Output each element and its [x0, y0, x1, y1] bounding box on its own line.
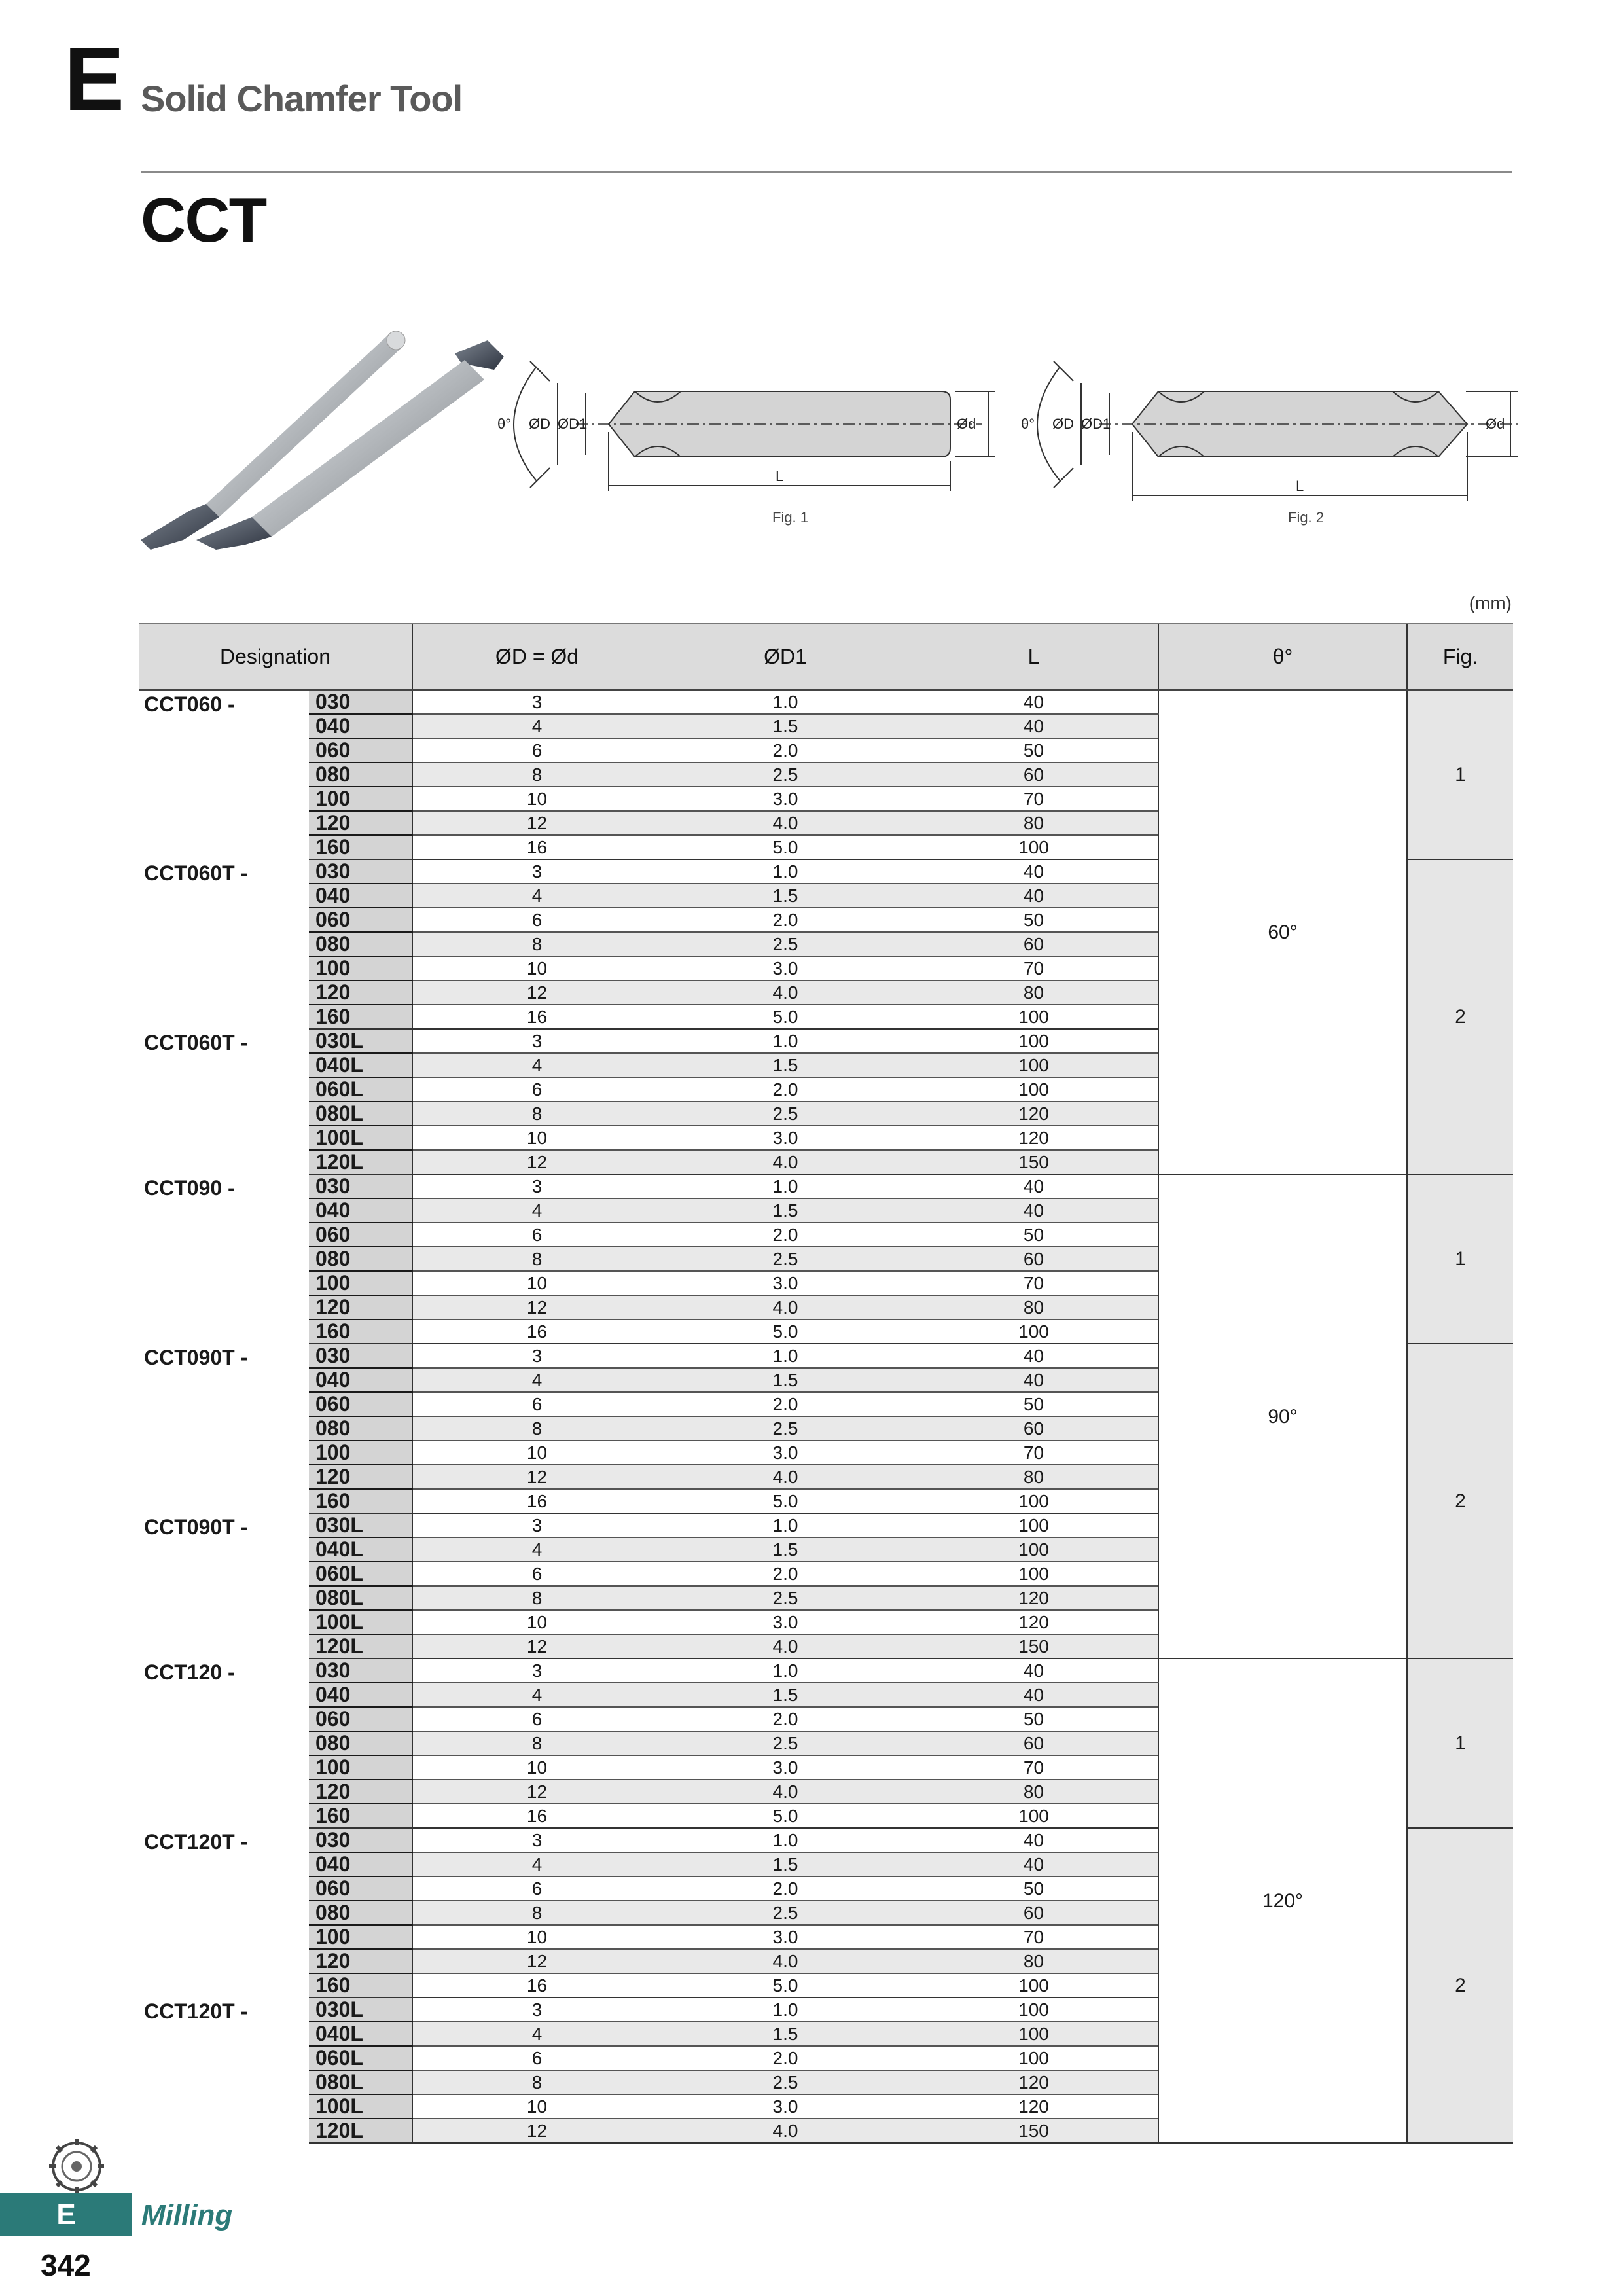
footer-section-name: Milling: [141, 2199, 233, 2231]
figure-2-drawing: [1008, 340, 1525, 537]
l-value: 50: [910, 908, 1158, 932]
d-value: 8: [412, 1416, 661, 1441]
d1-value: 2.5: [661, 2070, 910, 2094]
d1-value: 1.5: [661, 884, 910, 908]
d1-value: 3.0: [661, 1126, 910, 1150]
l-value: 70: [910, 956, 1158, 980]
designation-prefix: CCT060T -: [144, 1031, 248, 1054]
designation-suffix: 060: [309, 738, 412, 762]
l-value: 40: [910, 1659, 1158, 1683]
l-value: 100: [910, 1077, 1158, 1102]
d-value: 3: [412, 859, 661, 884]
l-value: 70: [910, 1925, 1158, 1949]
l-value: 60: [910, 1901, 1158, 1925]
d-value: 4: [412, 1537, 661, 1562]
d1-value: 1.5: [661, 1852, 910, 1876]
d1-value: 2.5: [661, 1731, 910, 1755]
table-row: [139, 1659, 1513, 1683]
d1-value: 5.0: [661, 1489, 910, 1513]
d1-value: 1.0: [661, 1029, 910, 1053]
l-value: 120: [910, 2094, 1158, 2119]
d-value: 16: [412, 835, 661, 859]
fig2-D1-label: ØD1: [1081, 416, 1111, 432]
l-value: 40: [910, 884, 1158, 908]
d-value: 4: [412, 1683, 661, 1707]
d1-value: 4.0: [661, 811, 910, 835]
fig2-d-label: Ød: [1486, 416, 1505, 432]
designation-suffix: 040: [309, 1368, 412, 1392]
fig-value: 2: [1407, 1828, 1513, 2143]
l-value: 40: [910, 714, 1158, 738]
d1-value: 5.0: [661, 1005, 910, 1029]
d1-value: 1.5: [661, 1683, 910, 1707]
footer-section-letter: E: [56, 2198, 76, 2231]
d1-value: 1.0: [661, 1659, 910, 1683]
d-value: 8: [412, 1586, 661, 1610]
designation-prefix: CCT060 -: [144, 692, 235, 716]
l-value: 40: [910, 1198, 1158, 1223]
designation-prefix: CCT120 -: [144, 1660, 235, 1684]
d1-value: 2.5: [661, 1586, 910, 1610]
l-value: 50: [910, 1876, 1158, 1901]
designation-suffix: 030: [309, 1659, 412, 1683]
l-value: 100: [910, 2046, 1158, 2070]
l-value: 100: [910, 1029, 1158, 1053]
l-value: 50: [910, 1392, 1158, 1416]
d-value: 10: [412, 1925, 661, 1949]
designation-suffix: 100: [309, 1441, 412, 1465]
d-value: 6: [412, 2046, 661, 2070]
theta-value: 60°: [1158, 690, 1407, 1175]
d1-value: 1.0: [661, 1513, 910, 1537]
spec-table-body: [139, 690, 1513, 2144]
designation-suffix: 160: [309, 1005, 412, 1029]
designation-suffix: 120: [309, 1780, 412, 1804]
d1-value: 2.0: [661, 2046, 910, 2070]
designation-suffix: 030: [309, 1174, 412, 1198]
designation-suffix: 160: [309, 1319, 412, 1344]
d-value: 4: [412, 2022, 661, 2046]
d1-value: 3.0: [661, 1271, 910, 1295]
d1-value: 5.0: [661, 1804, 910, 1828]
d1-value: 2.0: [661, 1077, 910, 1102]
l-value: 100: [910, 1804, 1158, 1828]
d-value: 12: [412, 2119, 661, 2143]
d1-value: 4.0: [661, 1949, 910, 1973]
designation-suffix: 080L: [309, 1586, 412, 1610]
d-value: 6: [412, 1876, 661, 1901]
l-value: 80: [910, 1295, 1158, 1319]
d1-value: 2.5: [661, 932, 910, 956]
designation-suffix: 160: [309, 1804, 412, 1828]
d1-value: 1.0: [661, 690, 910, 715]
d1-value: 5.0: [661, 1973, 910, 1998]
d-value: 4: [412, 1852, 661, 1876]
designation-suffix: 040L: [309, 1537, 412, 1562]
l-value: 50: [910, 1707, 1158, 1731]
l-value: 40: [910, 859, 1158, 884]
d-value: 12: [412, 1465, 661, 1489]
designation-suffix: 120L: [309, 1634, 412, 1659]
d1-value: 2.0: [661, 908, 910, 932]
designation-prefix: CCT120T -: [144, 1830, 248, 1854]
l-value: 80: [910, 1780, 1158, 1804]
d-value: 8: [412, 1247, 661, 1271]
d-value: 3: [412, 1344, 661, 1368]
d1-value: 2.5: [661, 1102, 910, 1126]
designation-prefix: CCT090T -: [144, 1515, 248, 1539]
fig2-D-label: ØD: [1052, 416, 1074, 432]
l-value: 100: [910, 1489, 1158, 1513]
header-d: ØD = Ød: [412, 624, 661, 690]
designation-suffix: 040: [309, 1852, 412, 1876]
d-value: 8: [412, 1901, 661, 1925]
designation-suffix: 060: [309, 1707, 412, 1731]
d1-value: 4.0: [661, 2119, 910, 2143]
designation-suffix: 120L: [309, 2119, 412, 2143]
d1-value: 1.5: [661, 714, 910, 738]
designation-suffix: 030L: [309, 1029, 412, 1053]
d-value: 6: [412, 1077, 661, 1102]
designation-suffix: 030L: [309, 1998, 412, 2022]
designation-suffix: 080: [309, 1731, 412, 1755]
d-value: 12: [412, 1949, 661, 1973]
designation-suffix: 100L: [309, 1126, 412, 1150]
fig2-L-label: L: [1296, 478, 1304, 494]
d-value: 4: [412, 1368, 661, 1392]
designation-suffix: 120: [309, 1465, 412, 1489]
l-value: 100: [910, 1537, 1158, 1562]
d1-value: 2.0: [661, 1562, 910, 1586]
theta-value: 120°: [1158, 1659, 1407, 2143]
d-value: 6: [412, 738, 661, 762]
d1-value: 1.5: [661, 1053, 910, 1077]
d-value: 3: [412, 1828, 661, 1852]
d-value: 3: [412, 1174, 661, 1198]
d-value: 12: [412, 980, 661, 1005]
l-value: 50: [910, 1223, 1158, 1247]
header-theta: θ°: [1158, 624, 1407, 690]
designation-suffix: 160: [309, 1489, 412, 1513]
d1-value: 1.0: [661, 859, 910, 884]
fig-value: 2: [1407, 1344, 1513, 1659]
l-value: 100: [910, 2022, 1158, 2046]
l-value: 40: [910, 1344, 1158, 1368]
figure-1-drawing: [484, 340, 995, 537]
theta-value: 90°: [1158, 1174, 1407, 1659]
header-designation: Designation: [139, 624, 412, 690]
d-value: 4: [412, 1198, 661, 1223]
d-value: 12: [412, 1634, 661, 1659]
product-title: CCT: [141, 185, 266, 255]
l-value: 80: [910, 1465, 1158, 1489]
l-value: 100: [910, 1053, 1158, 1077]
l-value: 40: [910, 1852, 1158, 1876]
fig1-L-label: L: [776, 468, 784, 484]
designation-suffix: 080: [309, 762, 412, 787]
designation-prefix: CCT060T -: [144, 861, 248, 885]
figure-1-caption: Fig. 1: [772, 509, 809, 526]
spec-table: [139, 623, 1513, 2144]
designation-suffix: 160: [309, 835, 412, 859]
d1-value: 2.0: [661, 1876, 910, 1901]
d-value: 16: [412, 1804, 661, 1828]
l-value: 40: [910, 1174, 1158, 1198]
d-value: 4: [412, 1053, 661, 1077]
d-value: 3: [412, 1659, 661, 1683]
designation-suffix: 040L: [309, 1053, 412, 1077]
d1-value: 4.0: [661, 980, 910, 1005]
designation-suffix: 160: [309, 1973, 412, 1998]
designation-suffix: 120L: [309, 1150, 412, 1174]
d-value: 10: [412, 787, 661, 811]
d1-value: 3.0: [661, 1610, 910, 1634]
d1-value: 3.0: [661, 1441, 910, 1465]
designation-suffix: 060: [309, 1223, 412, 1247]
d1-value: 3.0: [661, 2094, 910, 2119]
d-value: 12: [412, 1780, 661, 1804]
designation-suffix: 040: [309, 714, 412, 738]
d-value: 10: [412, 1126, 661, 1150]
designation-suffix: 030: [309, 1344, 412, 1368]
d-value: 8: [412, 932, 661, 956]
l-value: 40: [910, 1683, 1158, 1707]
table-row: [139, 690, 1513, 715]
l-value: 40: [910, 690, 1158, 715]
d1-value: 5.0: [661, 1319, 910, 1344]
d-value: 4: [412, 714, 661, 738]
l-value: 80: [910, 980, 1158, 1005]
d1-value: 2.0: [661, 1392, 910, 1416]
l-value: 100: [910, 1513, 1158, 1537]
designation-suffix: 030: [309, 1828, 412, 1852]
d1-value: 2.0: [661, 1707, 910, 1731]
designation-suffix: 060: [309, 908, 412, 932]
d1-value: 1.0: [661, 1344, 910, 1368]
l-value: 120: [910, 1586, 1158, 1610]
product-photo: [131, 314, 524, 550]
table-row: [139, 1174, 1513, 1198]
designation-suffix: 060L: [309, 2046, 412, 2070]
l-value: 40: [910, 1368, 1158, 1392]
d-value: 3: [412, 690, 661, 715]
l-value: 40: [910, 1828, 1158, 1852]
designation-suffix: 030: [309, 690, 412, 715]
d-value: 3: [412, 1029, 661, 1053]
designation-suffix: 060L: [309, 1562, 412, 1586]
d1-value: 2.5: [661, 762, 910, 787]
l-value: 80: [910, 811, 1158, 835]
d-value: 10: [412, 956, 661, 980]
designation-suffix: 030L: [309, 1513, 412, 1537]
fig-value: 1: [1407, 690, 1513, 860]
d1-value: 1.5: [661, 2022, 910, 2046]
d1-value: 2.0: [661, 1223, 910, 1247]
l-value: 60: [910, 762, 1158, 787]
d-value: 6: [412, 1392, 661, 1416]
designation-suffix: 100: [309, 1271, 412, 1295]
d1-value: 5.0: [661, 835, 910, 859]
l-value: 60: [910, 1247, 1158, 1271]
designation-suffix: 080L: [309, 1102, 412, 1126]
designation-suffix: 060: [309, 1392, 412, 1416]
l-value: 100: [910, 1005, 1158, 1029]
l-value: 100: [910, 1319, 1158, 1344]
d1-value: 2.0: [661, 738, 910, 762]
d-value: 16: [412, 1489, 661, 1513]
designation-suffix: 040: [309, 1683, 412, 1707]
section-letter: E: [64, 29, 125, 130]
designation-suffix: 100: [309, 1755, 412, 1780]
designation-prefix: CCT090 -: [144, 1176, 235, 1200]
l-value: 60: [910, 1416, 1158, 1441]
d-value: 6: [412, 908, 661, 932]
designation-suffix: 120: [309, 1295, 412, 1319]
fig1-theta-label: θ°: [497, 416, 512, 432]
fig2-theta-label: θ°: [1021, 416, 1035, 432]
designation-prefix: CCT090T -: [144, 1346, 248, 1369]
d1-value: 1.0: [661, 1828, 910, 1852]
d1-value: 1.5: [661, 1368, 910, 1392]
d1-value: 2.5: [661, 1247, 910, 1271]
d-value: 12: [412, 1150, 661, 1174]
d1-value: 3.0: [661, 1755, 910, 1780]
d-value: 6: [412, 1223, 661, 1247]
section-title: Solid Chamfer Tool: [141, 78, 463, 119]
d-value: 8: [412, 1731, 661, 1755]
header-l: L: [910, 624, 1158, 690]
d1-value: 4.0: [661, 1150, 910, 1174]
d1-value: 2.5: [661, 1901, 910, 1925]
designation-suffix: 080: [309, 932, 412, 956]
l-value: 120: [910, 1102, 1158, 1126]
d1-value: 4.0: [661, 1780, 910, 1804]
designation-suffix: 100: [309, 1925, 412, 1949]
header-d1: ØD1: [661, 624, 910, 690]
fig-value: 1: [1407, 1659, 1513, 1828]
designation-suffix: 060L: [309, 1077, 412, 1102]
fig1-d-label: Ød: [957, 416, 976, 432]
designation-suffix: 080L: [309, 2070, 412, 2094]
d-value: 6: [412, 1707, 661, 1731]
d-value: 12: [412, 1295, 661, 1319]
d-value: 12: [412, 811, 661, 835]
fig1-D-label: ØD: [529, 416, 550, 432]
l-value: 100: [910, 1973, 1158, 1998]
d-value: 8: [412, 2070, 661, 2094]
designation-suffix: 060: [309, 1876, 412, 1901]
d1-value: 4.0: [661, 1295, 910, 1319]
d1-value: 4.0: [661, 1465, 910, 1489]
d1-value: 3.0: [661, 956, 910, 980]
table-header-row: [139, 624, 1513, 690]
l-value: 80: [910, 1949, 1158, 1973]
d-value: 10: [412, 1271, 661, 1295]
d-value: 16: [412, 1973, 661, 1998]
l-value: 70: [910, 787, 1158, 811]
d1-value: 1.5: [661, 1537, 910, 1562]
d-value: 8: [412, 762, 661, 787]
l-value: 120: [910, 1610, 1158, 1634]
d-value: 16: [412, 1005, 661, 1029]
l-value: 120: [910, 1126, 1158, 1150]
l-value: 150: [910, 1150, 1158, 1174]
l-value: 150: [910, 2119, 1158, 2143]
l-value: 50: [910, 738, 1158, 762]
d1-value: 1.0: [661, 1998, 910, 2022]
unit-label: (mm): [1469, 593, 1512, 613]
designation-suffix: 040: [309, 1198, 412, 1223]
d-value: 10: [412, 1441, 661, 1465]
d-value: 3: [412, 1998, 661, 2022]
l-value: 100: [910, 835, 1158, 859]
l-value: 60: [910, 1731, 1158, 1755]
l-value: 70: [910, 1755, 1158, 1780]
d-value: 6: [412, 1562, 661, 1586]
d-value: 8: [412, 1102, 661, 1126]
fig-value: 2: [1407, 859, 1513, 1174]
header-fig: Fig.: [1407, 624, 1513, 690]
fig1-D1-label: ØD1: [558, 416, 588, 432]
d-value: 10: [412, 1755, 661, 1780]
d-value: 10: [412, 2094, 661, 2119]
d1-value: 1.5: [661, 1198, 910, 1223]
l-value: 60: [910, 932, 1158, 956]
l-value: 70: [910, 1271, 1158, 1295]
designation-prefix: CCT120T -: [144, 2000, 248, 2023]
l-value: 100: [910, 1562, 1158, 1586]
designation-suffix: 120: [309, 1949, 412, 1973]
page-number: 342: [41, 2248, 91, 2282]
l-value: 100: [910, 1998, 1158, 2022]
header-divider: [141, 171, 1512, 173]
l-value: 150: [910, 1634, 1158, 1659]
designation-suffix: 100: [309, 787, 412, 811]
designation-suffix: 040: [309, 884, 412, 908]
figure-2-caption: Fig. 2: [1288, 509, 1325, 526]
designation-suffix: 040L: [309, 2022, 412, 2046]
d1-value: 3.0: [661, 787, 910, 811]
l-value: 120: [910, 2070, 1158, 2094]
designation-suffix: 080: [309, 1416, 412, 1441]
designation-suffix: 030: [309, 859, 412, 884]
designation-suffix: 080: [309, 1901, 412, 1925]
d-value: 3: [412, 1513, 661, 1537]
designation-suffix: 100L: [309, 2094, 412, 2119]
d1-value: 2.5: [661, 1416, 910, 1441]
designation-suffix: 120: [309, 811, 412, 835]
d1-value: 1.0: [661, 1174, 910, 1198]
d-value: 10: [412, 1610, 661, 1634]
designation-suffix: 100L: [309, 1610, 412, 1634]
designation-suffix: 100: [309, 956, 412, 980]
d1-value: 4.0: [661, 1634, 910, 1659]
designation-suffix: 080: [309, 1247, 412, 1271]
gear-logo-icon: [41, 2135, 113, 2194]
designation-suffix: 120: [309, 980, 412, 1005]
d-value: 4: [412, 884, 661, 908]
d-value: 16: [412, 1319, 661, 1344]
l-value: 70: [910, 1441, 1158, 1465]
d1-value: 3.0: [661, 1925, 910, 1949]
fig-value: 1: [1407, 1174, 1513, 1344]
